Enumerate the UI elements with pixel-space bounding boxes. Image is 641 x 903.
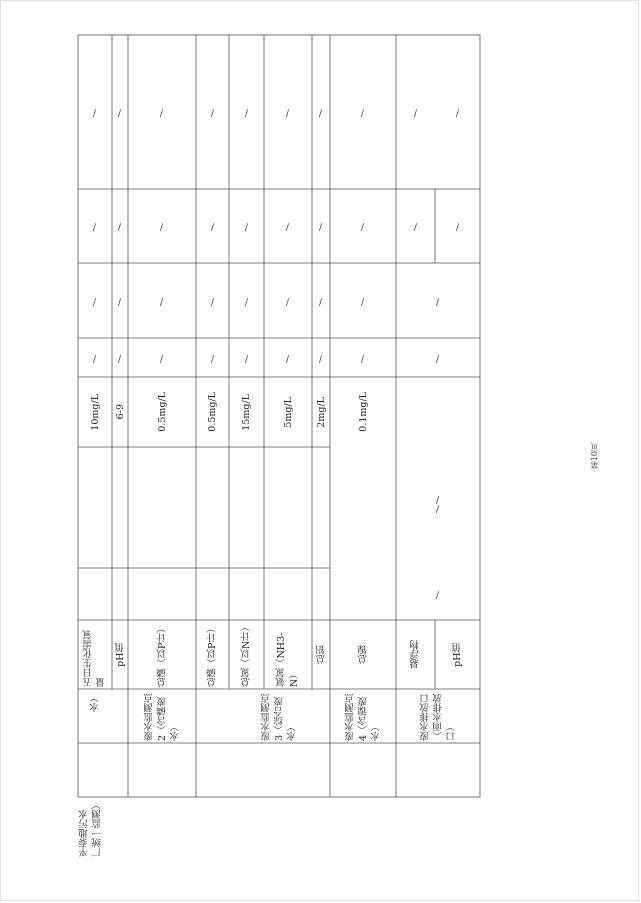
slash-mark: / — [244, 295, 249, 306]
slash-mark: / — [160, 221, 164, 231]
limit-bod5: 10mg/L — [89, 393, 101, 431]
pollutant-nh3: 氨氮（NH3-N） — [276, 632, 300, 687]
slash-mark: / — [455, 107, 460, 117]
slash-mark: / — [244, 352, 249, 363]
slash-mark: / — [118, 107, 122, 117]
slash-mark: / — [436, 295, 440, 306]
slash-mark: / — [361, 295, 365, 306]
slash-mark: / — [93, 352, 97, 363]
monitoring-point-3: 废水监测点3（综合废水） — [261, 693, 298, 741]
limit-ni: 0.1mg/L — [357, 392, 369, 432]
pollutant-al: 总铝 — [315, 645, 327, 664]
slash-mark: / — [319, 352, 323, 363]
slash-mark: / — [413, 107, 418, 117]
monitoring-point-4: 废水监测点4（含镍废水） — [344, 693, 382, 741]
pollutant-tp-2: 总磷（以P计） — [207, 623, 218, 687]
monitoring-point-2: 废水监测点2（含磷废水） — [143, 693, 181, 741]
slash-mark: / — [319, 221, 323, 231]
slash-mark: / — [210, 352, 215, 363]
slash-mark: / — [93, 295, 97, 306]
slash-mark: / — [244, 107, 249, 117]
slash-mark: / — [455, 221, 460, 231]
slash-mark: / — [160, 107, 164, 117]
slash-mark: / — [319, 107, 323, 117]
pollutant-ni: 总镍 — [357, 645, 369, 664]
pollutant-tp-1: 总磷（以P计） — [156, 623, 168, 687]
monitoring-point-5: 废水排放口（雨水排放口） — [419, 693, 457, 741]
slash-mark: / — [319, 295, 323, 306]
slash-mark: / — [118, 221, 122, 231]
slash-mark: / — [210, 107, 215, 117]
slash-mark: / — [413, 221, 418, 231]
pollutant-ss: 悬浮物 — [410, 640, 421, 669]
slash-mark: / — [118, 352, 122, 363]
row-fragment-label: 水） — [89, 693, 101, 712]
slash-mark: / — [118, 295, 122, 306]
slash-mark: / — [93, 107, 97, 117]
slash-mark: / — [361, 352, 365, 363]
slash-mark: / — [160, 352, 164, 363]
limit-tp-1: 0.5mg/L — [156, 392, 168, 432]
slash-mark: / — [93, 221, 97, 231]
station-group-label: 平泰地污水厂统一监测） — [79, 800, 103, 857]
slash-mark: / — [361, 107, 365, 117]
slash-mark: / — [286, 107, 290, 117]
slash-mark: / — [244, 221, 249, 231]
limit-al: 2mg/L — [315, 396, 327, 428]
slash-mark: / — [361, 221, 365, 231]
limit-tn: 15mg/L — [241, 393, 252, 431]
slash-mark: / — [286, 221, 290, 231]
pollutant-ph-1: pH值 — [114, 642, 126, 667]
slash-mark: / — [210, 221, 215, 231]
limit-tp-2: 0.5mg/L — [207, 392, 218, 432]
slash-mark: / — [436, 352, 440, 363]
slash-mark: / — [286, 352, 290, 363]
slash-mark: / — [286, 295, 290, 306]
slash-mark: / — [160, 295, 164, 306]
slash-mark: / — [436, 589, 440, 599]
pollutant-bod5: 五日生化需氧量 — [83, 629, 107, 687]
limit-ph-1: 6-9 — [114, 404, 126, 420]
pollutant-ph-2: pH值 — [452, 642, 463, 667]
page-number: 第10页 — [590, 443, 599, 470]
slash-mark: / — [436, 493, 440, 504]
pollutant-tn: 总氮（以N计） — [241, 621, 252, 687]
slash-mark: / — [436, 502, 440, 513]
slash-mark: / — [210, 295, 215, 306]
limit-nh3: 5mg/L — [282, 396, 294, 428]
